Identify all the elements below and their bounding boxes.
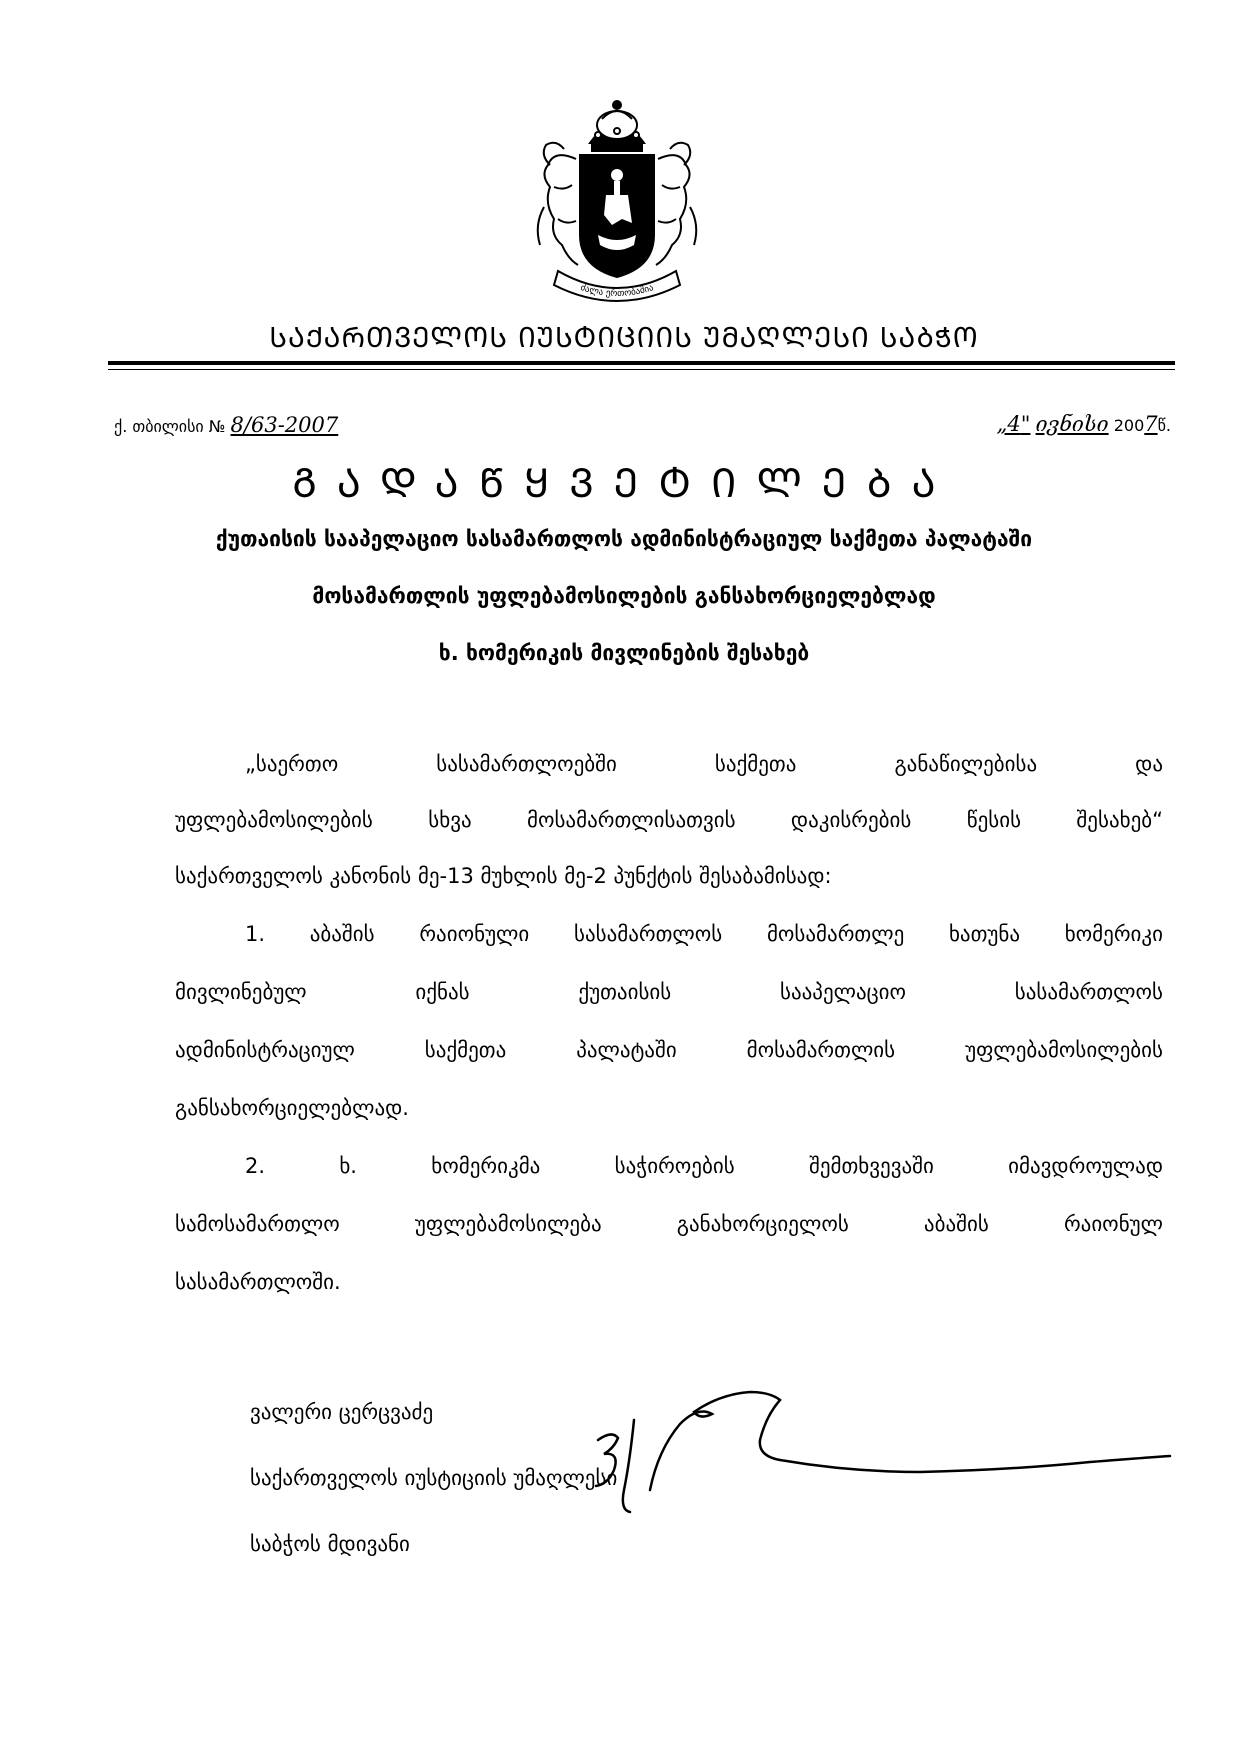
date-month: ივნისი — [1035, 412, 1109, 436]
date-line — [997, 412, 1171, 436]
subject-line-3: ხ. ხომერიკის მივლინების შესახებ — [438, 641, 810, 665]
intro-line-1: „საერთო სასამართლოებში საქმეთა განაწილებისა და — [245, 752, 1163, 776]
motto-text: ძალა ერთობაშია — [579, 283, 655, 300]
item-1-line-3: ადმინისტრაციულ საქმეთა პალატაში მოსამართლის უფლებამოსილების — [175, 1038, 1163, 1062]
header-rule-thin — [108, 369, 1175, 370]
city-label: ქ. თბილისი № — [114, 417, 226, 436]
subject-line-2: მოსამართლის უფლებამოსილების განსახორციელებლად — [312, 584, 936, 608]
item-1-line-2: მივლინებულ იქნას ქუთაისის სააპელაციო სასამართლოს — [175, 980, 1163, 1004]
organization-title: ᲡᲐᲥᲐᲠᲗᲕᲔᲚᲝᲡ ᲘᲣᲡᲢᲘᲪᲘᲘᲡ ᲣᲛᲐᲦᲚᲔᲡᲘ ᲡᲐᲑᲭᲝ — [269, 321, 979, 354]
header-rule-thick — [108, 361, 1175, 365]
intro-line-3: საქართველოს კანონის მე-13 მუხლის მე-2 პუნქტის შესაბამისად: — [175, 864, 832, 888]
date-suffix: წ. — [1157, 416, 1171, 435]
signatory-position-line-2: საბჭოს მდივანი — [250, 1532, 410, 1556]
crown-icon — [590, 101, 644, 151]
subject-line-1: ქუთაისის სააპელაციო სასამართლოს ადმინისტრაციულ საქმეთა პალატაში — [215, 527, 1033, 551]
date-year-prefix: 200 — [1113, 416, 1145, 435]
left-lion-icon — [538, 143, 578, 265]
item-1-line-4: განსახორციელებლად. — [175, 1096, 409, 1120]
item-2-line-1: 2. ხ. ხომერიკმა საჭიროების შემთხვევაში იმავდროულად — [245, 1154, 1163, 1178]
registration-number: 8/63-2007 — [230, 413, 339, 437]
document-type-title: ᲒᲐᲓᲐᲬᲧᲕᲔᲢᲘᲚᲔᲑᲐ — [292, 461, 956, 507]
date-year-digit: 7 — [1144, 412, 1158, 436]
item-2-line-2: სამოსამართლო უფლებამოსილება განახორციელოს აბაშის რაიონულ — [175, 1212, 1163, 1236]
signatory-name: ვალერი ცერცვაძე — [250, 1400, 434, 1424]
date-close-quote: " — [1020, 412, 1031, 436]
item-2-line-3: სასამართლოში. — [175, 1270, 341, 1294]
signatory-position-line-1: საქართველოს იუსტიციის უმაღლესი — [250, 1466, 618, 1490]
right-lion-icon — [656, 143, 696, 265]
item-1-line-1: 1. აბაშის რაიონული სასამართლოს მოსამართლე ხათუნა ხომერიკი — [245, 922, 1163, 946]
date-day: 4 — [1007, 412, 1021, 436]
intro-line-2: უფლებამოსილების სხვა მოსამართლისათვის დაკისრების წესის შესახებ“ — [175, 808, 1163, 832]
registration-line — [114, 413, 338, 437]
date-open-quote: „ — [996, 412, 1008, 436]
handwritten-signature — [590, 1380, 1180, 1530]
coat-of-arms-emblem — [510, 95, 725, 310]
